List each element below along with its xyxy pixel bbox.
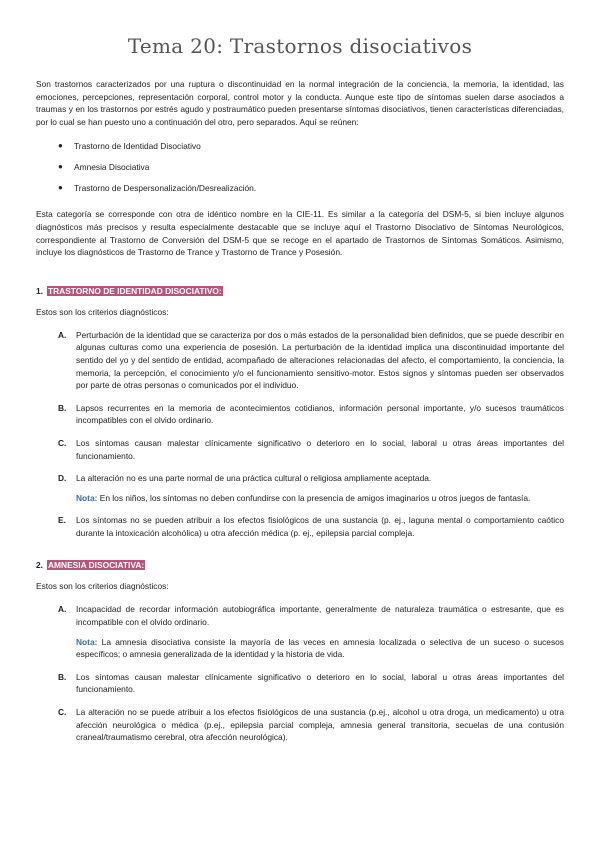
intro-paragraph: Son trastornos caracterizados por una ruptura o discontinuidad en la normal integración de la conciencia, la memoria, la identidad, las emociones, percepciones, representación corporal, control motor y la conducta. Aunque este tipo de síntomas suelen darse asociados a traumas y en los trastornos por estrés agudo y postraumático pueden presentarse síntomas disociativos, tienen características diferenciadas, por lo cual se han puesto uno a continuación del otro, pero separados. Aquí se reúnen: bbox=[36, 79, 564, 127]
note: Nota: En los niños, los síntomas no deben confundirse con la presencia de amigos imaginarios u otros juegos de fantasía. bbox=[76, 492, 531, 503]
cie-paragraph: Esta categoría se corresponde con otra de idéntico nombre en la CIE-11. Es similar a la categoría del DSM-5, si bien incluye algunos diagnósticos más precisos y resulta especialmente destacable que se incluye aquí el Trastorno Disociativo de Síntomas Neurológicos, correspondiente al Trastorno de Conversión del DSM-5 que se recoge en el apartado de Trastornos de Síntomas Somáticos. Asimismo, incluye los diagnósticos de Trastorno de Trance y Trastorno de Trance y Posesión. bbox=[36, 209, 564, 258]
bullet-icon: ● bbox=[58, 162, 63, 172]
section-heading: 2. AMNESIA DISOCIATIVA: bbox=[36, 560, 145, 571]
criterion-e: E. Los síntomas no se pueden atribuir a los efectos fisiológicos de una sustancia (p. ej., laguna mental o comportamiento caótico durante la intoxicación alcohólica) u otra afección médica (p. ej., epilepsia parcial compleja. bbox=[58, 515, 564, 538]
list-item: ● Trastorno de Identidad Disociativo bbox=[58, 141, 201, 152]
bullet-icon: ● bbox=[58, 141, 63, 151]
bullet-icon: ● bbox=[58, 183, 63, 193]
section-lead: Estos son los criterios diagnósticos: bbox=[36, 306, 169, 317]
section-identity-disorder bbox=[36, 285, 564, 540]
criterion-a: A. Perturbación de la identidad que se caracteriza por dos o más estados de la personalidad bien definidos, que se puede describir en algunas culturas como una experiencia de posesión. La perturbación de la identidad implica una discontinuidad importante del sentido del yo y del sentido de entidad, acompañado de alteraciones relacionadas del afecto, el comportamiento, la conciencia, la memoria, la percepción, el conocimiento y/o el funcionamiento sensitivo-motor. Estos signos y síntomas pueden ser observados por parte de otras personas o comunicados por el individuo. bbox=[58, 329, 564, 391]
criterion-a: A. Incapacidad de recordar información autobiográfica importante, generalmente de naturaleza traumática o estresante, que es incompatible con el olvido ordinario. Nota: La amnesia disociativa consiste la mayoría de las veces en amnesia localizada o selectiva de un suceso o sucesos específicos; o amnesia generalizada de la identidad y la historia de vida. bbox=[58, 604, 564, 660]
list-item: ● Trastorno de Despersonalización/Desrealización. bbox=[58, 183, 257, 194]
section-lead: Estos son los criterios diagnósticos: bbox=[36, 581, 169, 592]
criterion-b: B. Lapsos recurrentes en la memoria de acontecimientos cotidianos, información personal importante, y/o sucesos traumáticos incompatibles con el olvido ordinario. bbox=[58, 402, 564, 426]
section-dissociative-amnesia bbox=[36, 559, 564, 743]
criterion-c: C. La alteración no se puede atribuir a los efectos fisiológicos de una sustancia (p.ej., alcohol u otra droga, un medicamento) u otra afección neurológica o médica (p.ej., epilepsia parcial compleja, amnesia general transitoria, secuelas de una contusión craneal/traumatismo cerebral, otra afección neurológica). bbox=[58, 707, 564, 743]
criterion-b: B. Los síntomas causan malestar clínicamente significativo o deterioro en lo social, laboral u otras áreas importantes del funcionamiento. bbox=[58, 671, 564, 695]
section-heading: 1. TRASTORNO DE IDENTIDAD DISOCIATIVO: bbox=[36, 285, 222, 296]
criterion-d: D. La alteración no es una parte normal de una práctica cultural o religiosa ampliamente aceptada. Nota: En los niños, los síntomas no deben confundirse con la presencia de amigos imaginarios u otros juegos de fantasía. bbox=[36, 472, 564, 504]
note: Nota: La amnesia disociativa consiste la mayoría de las veces en amnesia localizada o selectiva de un suceso o sucesos específicos; o amnesia generalizada de la identidad y la historia de vida. bbox=[76, 636, 564, 660]
list-item: ● Amnesia Disociativa bbox=[58, 162, 150, 173]
disorder-list bbox=[36, 140, 564, 194]
page-title: Tema 20: Trastornos disociativos bbox=[127, 34, 473, 58]
criterion-c: C. Los síntomas causan malestar clínicamente significativo o deterioro en lo social, laboral u otras áreas importantes del funcionamiento. bbox=[58, 437, 564, 461]
